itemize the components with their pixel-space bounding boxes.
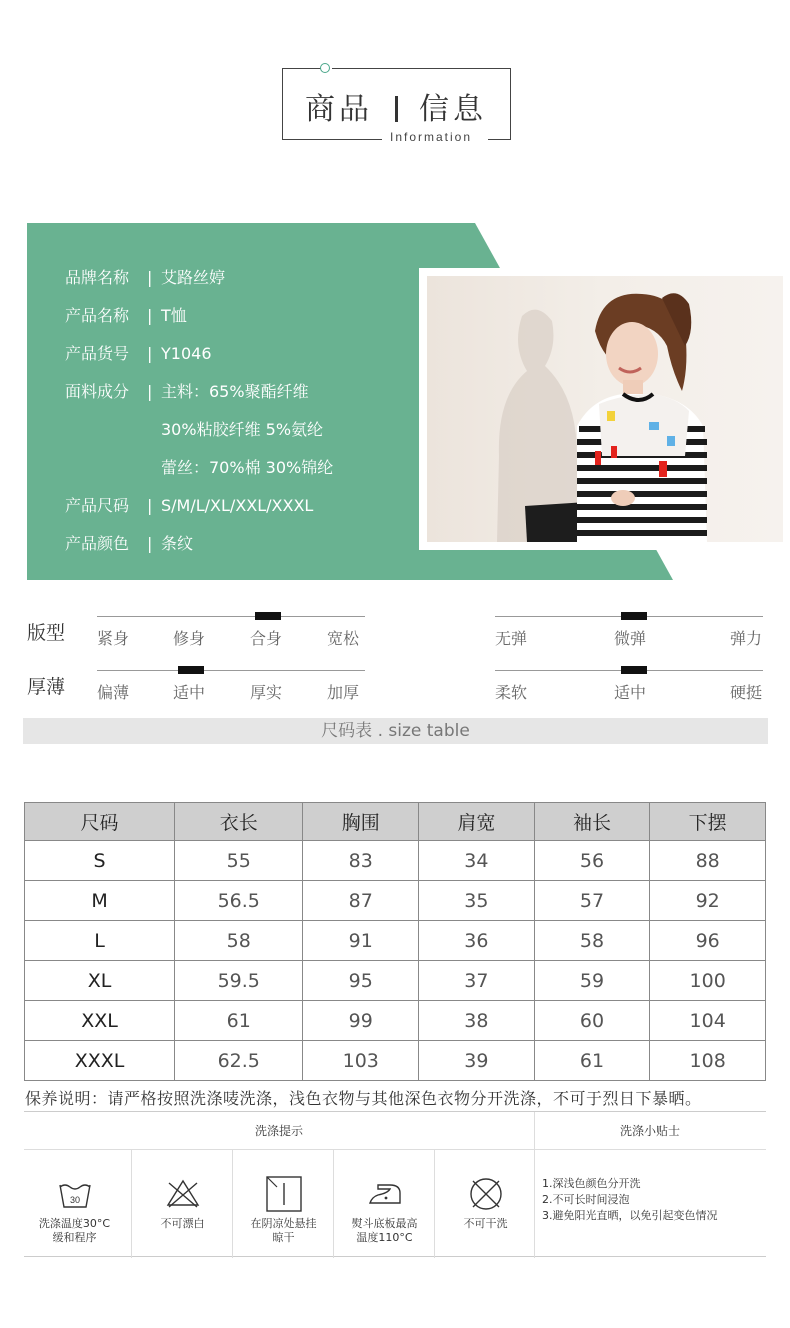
table-row: [25, 921, 766, 961]
title-right: 信息: [419, 92, 488, 127]
wash-tip: 2.不可长时间浸泡: [542, 1193, 630, 1206]
fit-marker: [178, 666, 204, 674]
info-value: 条纹: [161, 534, 194, 553]
fit-scale-line: [97, 616, 365, 617]
fit-option: 适中: [614, 683, 647, 702]
info-row: [65, 303, 187, 326]
size-table-header-cell: 袖长: [534, 803, 650, 841]
fit-label: 版型: [27, 622, 66, 644]
table-row: [25, 1001, 766, 1041]
fit-option: 微弹: [614, 629, 647, 648]
fit-scale-line: [97, 670, 365, 671]
info-row: [65, 379, 309, 402]
fit-option: 偏薄: [97, 683, 130, 702]
fit-option: 弹力: [730, 629, 763, 648]
fit-option: 无弹: [495, 629, 528, 648]
page-title: [282, 84, 510, 128]
table-row: [25, 841, 766, 881]
info-row: [65, 417, 323, 440]
wash-left-header: 洗涤提示: [254, 1124, 303, 1138]
table-cell: 58: [534, 921, 650, 961]
fit-option: 宽松: [327, 629, 360, 648]
info-value: Y1046: [161, 344, 212, 363]
info-separator: |: [147, 306, 153, 325]
size-table-header-cell: 胸围: [303, 803, 419, 841]
fit-option: 适中: [173, 683, 206, 702]
info-separator: |: [147, 344, 153, 363]
info-key: 产品名称: [65, 306, 130, 325]
table-cell: 99: [303, 1001, 419, 1041]
wash-symbol-label: [435, 1217, 536, 1231]
info-key: 产品颜色: [65, 534, 130, 553]
table-cell: 96: [650, 921, 766, 961]
table-cell: 92: [650, 881, 766, 921]
line-dry-shade-icon: [265, 1175, 303, 1213]
wash-label-line: 温度110°C: [356, 1231, 413, 1244]
wash-symbol-cell: [132, 1149, 233, 1257]
table-cell: 61: [534, 1041, 650, 1081]
info-value: S/M/L/XL/XXL/XXXL: [161, 496, 314, 515]
svg-text:30: 30: [69, 1195, 81, 1205]
table-cell: XXL: [25, 1001, 175, 1041]
wash-symbol-cell: [435, 1149, 536, 1257]
wash-symbol-cell: [233, 1149, 334, 1257]
iron-icon: [366, 1175, 404, 1213]
size-table-header-cell: 尺码: [25, 803, 175, 841]
no-tumble-dry-icon: [467, 1175, 505, 1213]
wash-label-line: 不可干洗: [463, 1217, 508, 1230]
info-key: 产品尺码: [65, 496, 130, 515]
table-cell: 36: [419, 921, 535, 961]
table-cell: S: [25, 841, 175, 881]
fit-option: 加厚: [327, 683, 360, 702]
size-table-header-cell: 肩宽: [419, 803, 535, 841]
table-cell: 34: [419, 841, 535, 881]
wash-tips: [542, 1176, 718, 1224]
care-instructions: 保养说明：请严格按照洗涤唛洗涤，浅色衣物与其他深色衣物分开洗涤，不可于烈日下暴晒。: [25, 1089, 702, 1108]
info-value: 主料：65%聚酯纤维: [161, 382, 309, 401]
no-bleach-icon: [164, 1175, 202, 1213]
info-key: 产品货号: [65, 344, 130, 363]
table-cell: 103: [303, 1041, 419, 1081]
info-row: [65, 531, 193, 554]
table-cell: 62.5: [175, 1041, 303, 1081]
wash-label-line: 洗涤温度30°C: [38, 1217, 111, 1230]
info-row: [65, 493, 313, 516]
fit-marker: [621, 666, 647, 674]
info-value: 蕾丝：70%棉 30%锦纶: [161, 458, 334, 477]
table-cell: XXXL: [25, 1041, 175, 1081]
info-value: 艾路丝婷: [161, 268, 226, 287]
wash-30-icon: [56, 1175, 94, 1213]
table-cell: 37: [419, 961, 535, 1001]
table-cell: XL: [25, 961, 175, 1001]
fit-option: 紧身: [97, 629, 130, 648]
info-row: [65, 455, 333, 478]
table-cell: 104: [650, 1001, 766, 1041]
wash-label-line: 在阴凉处悬挂: [250, 1217, 317, 1230]
product-photo: [427, 276, 783, 542]
fit-option: 修身: [173, 629, 206, 648]
wash-symbol-label: [132, 1217, 233, 1231]
table-cell: L: [25, 921, 175, 961]
wash-symbol-label: [334, 1217, 435, 1245]
table-cell: 91: [303, 921, 419, 961]
table-cell: 83: [303, 841, 419, 881]
table-cell: 56.5: [175, 881, 303, 921]
table-cell: 100: [650, 961, 766, 1001]
table-cell: 59: [534, 961, 650, 1001]
table-cell: 39: [419, 1041, 535, 1081]
info-key: 品牌名称: [65, 268, 130, 287]
info-key: 面料成分: [65, 382, 130, 401]
table-cell: 108: [650, 1041, 766, 1081]
size-table: [24, 802, 766, 1081]
table-cell: 61: [175, 1001, 303, 1041]
table-row: [25, 881, 766, 921]
wash-tip: 3.避免阳光直晒，以免引起变色情况: [542, 1209, 718, 1222]
wash-label-line: 缓和程序: [52, 1231, 97, 1244]
size-table-header-cell: 衣长: [175, 803, 303, 841]
wash-label-line: 熨斗底板最高: [351, 1217, 418, 1230]
table-row: [25, 1041, 766, 1081]
fit-option: 合身: [250, 629, 283, 648]
wash-symbol-cell: [24, 1149, 125, 1257]
fit-option: 柔软: [495, 683, 528, 702]
table-cell: M: [25, 881, 175, 921]
wash-symbol-cell: [334, 1149, 435, 1257]
wash-right-header: 洗涤小贴士: [619, 1124, 680, 1138]
header-dot-icon: [320, 63, 330, 73]
table-row: [25, 961, 766, 1001]
fit-marker: [255, 612, 281, 620]
page-subtitle: Information: [386, 130, 476, 144]
wash-label-line: 晾干: [272, 1231, 295, 1244]
info-separator: |: [147, 268, 153, 287]
size-table-title: 尺码表 . size table: [23, 718, 768, 744]
table-cell: 87: [303, 881, 419, 921]
info-row: [65, 341, 212, 364]
table-cell: 38: [419, 1001, 535, 1041]
table-cell: 35: [419, 881, 535, 921]
table-cell: 95: [303, 961, 419, 1001]
fit-marker: [621, 612, 647, 620]
info-separator: |: [147, 534, 153, 553]
table-cell: 59.5: [175, 961, 303, 1001]
title-divider: [395, 96, 398, 122]
table-cell: 56: [534, 841, 650, 881]
size-table-header-cell: 下摆: [650, 803, 766, 841]
info-separator: |: [147, 382, 153, 401]
info-row: [65, 265, 225, 288]
table-cell: 60: [534, 1001, 650, 1041]
fit-label: 厚薄: [27, 676, 66, 698]
title-left: 商品: [304, 92, 373, 127]
info-value: T恤: [161, 306, 187, 325]
table-cell: 58: [175, 921, 303, 961]
info-value: 30%粘胶纤维 5%氨纶: [161, 420, 324, 439]
wash-symbol-label: [233, 1217, 334, 1245]
table-cell: 88: [650, 841, 766, 881]
fit-option: 厚实: [250, 683, 283, 702]
info-separator: |: [147, 496, 153, 515]
table-cell: 55: [175, 841, 303, 881]
wash-tip: 1.深浅色颜色分开洗: [542, 1177, 641, 1190]
size-table-header: [25, 803, 766, 841]
fit-option: 硬挺: [730, 683, 763, 702]
wash-label-line: 不可漂白: [160, 1217, 205, 1230]
wash-symbol-label: [24, 1217, 125, 1245]
table-cell: 57: [534, 881, 650, 921]
